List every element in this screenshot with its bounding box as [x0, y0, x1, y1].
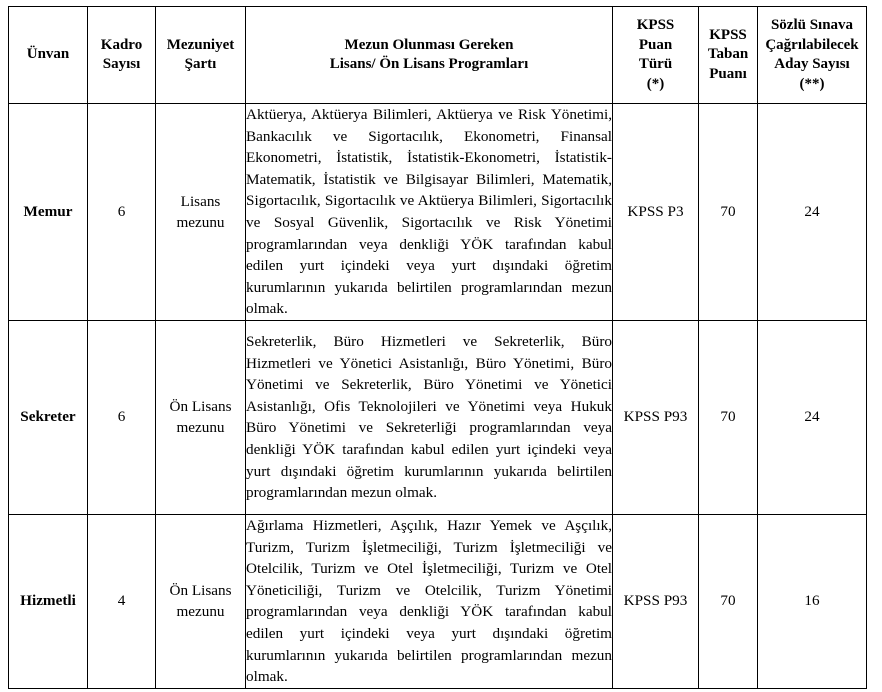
- cell-unvan: Sekreter: [9, 320, 88, 514]
- position-table: [8, 6, 867, 689]
- cell-programlar: Sekreterlik, Büro Hizmetleri ve Sekreterlik, Büro Hizmetleri ve Yönetici Asistanlığı, Büro Yönetimi, Büro Yönetimi ve Sekreterlik, Büro Yönetimi ve Yönetici Asistanlığı, Ofis Teknolojileri ve Yönetimi veya Hukuk Büro Yönetimi ve Sekreterliği programlarından veya denkliği YÖK tarafından kabul edilen yurt içindeki veya yurt dışındaki öğretim kurumlarının yukarıda belirtilen programlarından mezun olmak.: [246, 320, 613, 514]
- table-row: [9, 514, 867, 688]
- cell-mezuniyet: Ön Lisans mezunu: [156, 320, 246, 514]
- header-kpss-puan-turu: KPSS Puan Türü (*): [613, 7, 699, 104]
- cell-aday: 16: [758, 514, 867, 688]
- header-programlar: Mezun Olunması Gereken Lisans/ Ön Lisans Programları: [246, 7, 613, 104]
- cell-taban: 70: [699, 320, 758, 514]
- cell-mezuniyet: Lisans mezunu: [156, 104, 246, 321]
- cell-mezuniyet: Ön Lisans mezunu: [156, 514, 246, 688]
- cell-puan-turu: KPSS P93: [613, 514, 699, 688]
- table-row: [9, 320, 867, 514]
- table-row: [9, 104, 867, 321]
- cell-aday: 24: [758, 320, 867, 514]
- header-unvan: Ünvan: [9, 7, 88, 104]
- cell-unvan: Memur: [9, 104, 88, 321]
- cell-puan-turu: KPSS P93: [613, 320, 699, 514]
- cell-taban: 70: [699, 514, 758, 688]
- cell-kadro: 4: [88, 514, 156, 688]
- header-kpss-taban-puani: KPSS Taban Puanı: [699, 7, 758, 104]
- header-mezuniyet-sarti: Mezuniyet Şartı: [156, 7, 246, 104]
- cell-puan-turu: KPSS P3: [613, 104, 699, 321]
- cell-aday: 24: [758, 104, 867, 321]
- cell-programlar: Ağırlama Hizmetleri, Aşçılık, Hazır Yemek ve Aşçılık, Turizm, Turizm İşletmeciliği, Turizm İşletmeciliği ve Otelcilik, Turizm ve Otel İşletmeciliği, Turizm ve Otel Yöneticiliği, Turizm ve Otelcilik, Turizm Yönetimi programlarından veya denkliği YÖK tarafından kabul edilen yurt içindeki veya yurt dışındaki öğretim kurumlarının yukarıda belirtilen programlarından mezun olmak.: [246, 514, 613, 688]
- table-header-row: [9, 7, 867, 104]
- cell-programlar: Aktüerya, Aktüerya Bilimleri, Aktüerya ve Risk Yönetimi, Bankacılık ve Sigortacılık, Ekonometri, Finansal Ekonometri, İstatistik, İstatistik-Ekonometri, İstatistik-Matematik, İstatistik ve Bilgisayar Bilimleri, Matematik, Sigortacılık, Sigortacılık ve Aktüerya Bilimleri, Sigortacılık ve Sosyal Güvenlik, Sigortacılık ve Risk Yönetimi programlarından veya denkliği YÖK tarafından kabul edilen yurt içindeki veya yurt dışındaki öğretim kurumlarının yukarıda belirtilen programlarından mezun olmak.: [246, 104, 613, 321]
- cell-kadro: 6: [88, 320, 156, 514]
- header-kadro-sayisi: Kadro Sayısı: [88, 7, 156, 104]
- cell-kadro: 6: [88, 104, 156, 321]
- cell-taban: 70: [699, 104, 758, 321]
- cell-unvan: Hizmetli: [9, 514, 88, 688]
- header-aday-sayisi: Sözlü Sınava Çağrılabilecek Aday Sayısı (**): [758, 7, 867, 104]
